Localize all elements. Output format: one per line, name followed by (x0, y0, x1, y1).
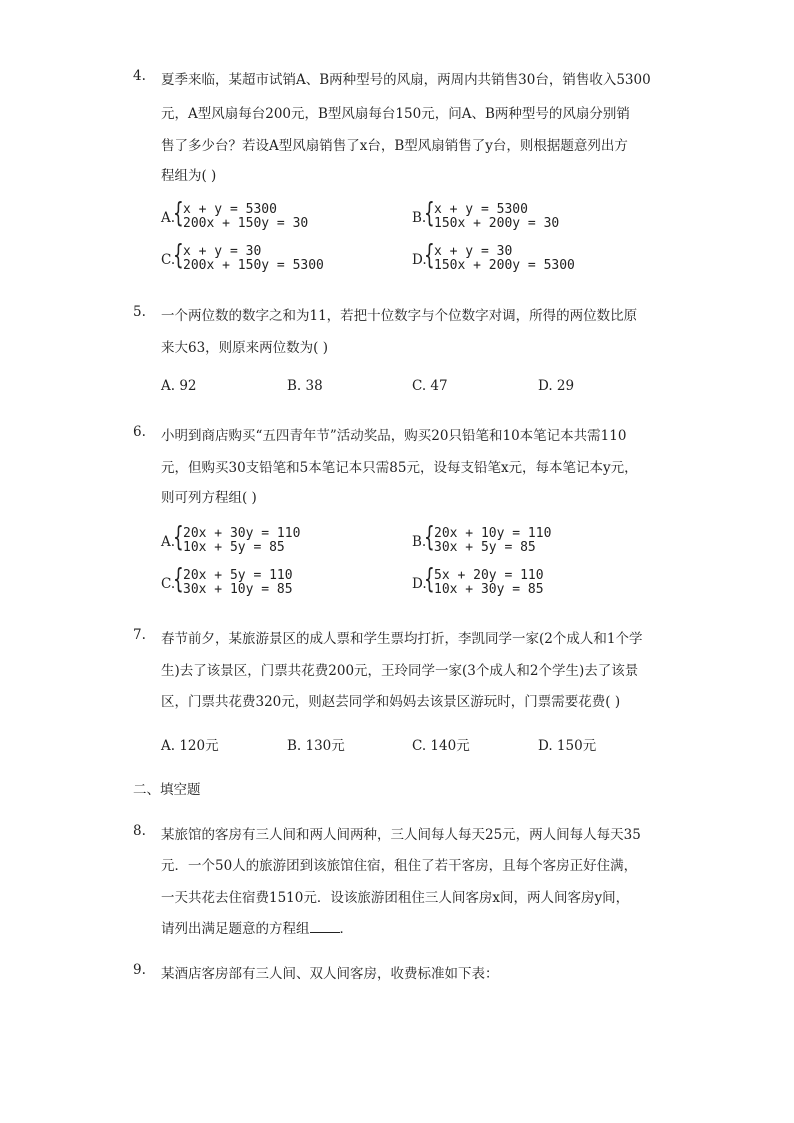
brace-icon: { (173, 562, 184, 595)
option-label: D. (412, 252, 427, 268)
option-label: C. (161, 252, 176, 268)
brace-icon: { (424, 196, 435, 229)
equation: 30x + 5y = 85 (434, 540, 536, 555)
equation: 200x + 150y = 30 (183, 216, 309, 231)
brace-icon: { (424, 562, 435, 595)
section-heading: 二、填空题 (133, 782, 201, 798)
question-number: 9. (133, 962, 146, 978)
question-text-line: 某旅馆的客房有三人间和两人间两种，三人间每人每天25元，两人间每人每天35 (161, 827, 641, 843)
question-text-end: ． (339, 921, 353, 937)
question-text-line: 一天共花去住宿费1510元．设该旅游团租住三人间客房x间，两人间客房y间， (161, 890, 630, 906)
option-label: A. (161, 534, 176, 550)
question-number: 6. (133, 424, 146, 440)
equation: 20x + 10y = 110 (434, 526, 552, 541)
option-a[interactable]: A. 120元 (161, 738, 219, 754)
equation: 200x + 150y = 5300 (183, 258, 324, 273)
question-text-line: 生)去了该景区，门票共花费200元，王玲同学一家(3个成人和2个学生)去了该景 (161, 663, 639, 679)
option-b[interactable]: B. 130元 (287, 738, 345, 754)
brace-icon: { (424, 520, 435, 553)
question-number: 8. (133, 823, 146, 839)
equation: 150x + 200y = 5300 (434, 258, 575, 273)
option-c[interactable]: C. 47 (412, 378, 448, 394)
equation: 10x + 5y = 85 (183, 540, 285, 555)
option-d[interactable]: D. 29 (538, 378, 575, 394)
equation: 150x + 200y = 30 (434, 216, 560, 231)
option-a[interactable]: A. 92 (161, 378, 197, 394)
option-c[interactable]: C. 140元 (412, 738, 470, 754)
answer-blank[interactable] (310, 918, 340, 933)
equation: 20x + 30y = 110 (183, 526, 301, 541)
brace-icon: { (173, 238, 184, 271)
equation: 30x + 10y = 85 (183, 582, 293, 597)
equation: 10x + 30y = 85 (434, 582, 544, 597)
option-label: A. (161, 210, 176, 226)
option-label: B. (412, 210, 427, 226)
question-text-line: 则可列方程组( ) (161, 490, 257, 506)
equation: x + y = 30 (434, 244, 513, 259)
option-d[interactable]: D. 150元 (538, 738, 597, 754)
question-text-line: 售了多少台？若设A型风扇销售了x台，B型风扇销售了y台，则根据题意列出方 (161, 138, 628, 154)
equation: x + y = 5300 (183, 202, 277, 217)
question-text-line: 一个两位数的数字之和为11，若把十位数字与个位数字对调，所得的两位数比原 (161, 308, 638, 324)
question-text-line: 春节前夕，某旅游景区的成人票和学生票均打折，李凯同学一家(2个成人和1个学 (161, 631, 643, 647)
question-text-line: 来大63，则原来两位数为( ) (161, 340, 329, 356)
option-label: D. (412, 576, 427, 592)
brace-icon: { (173, 520, 184, 553)
question-text: 请列出满足题意的方程组 (161, 921, 310, 937)
question-text-line-last (161, 917, 353, 937)
question-text-line: 元．一个50人的旅游团到该旅馆住宿，租住了若干客房，且每个客房正好住满， (161, 858, 638, 874)
question-text-line: 程组为( ) (161, 168, 217, 184)
option-label: B. (412, 534, 427, 550)
question-number: 7. (133, 627, 146, 643)
question-text-line: 元，A型风扇每台200元，B型风扇每台150元，问A、B两种型号的风扇分别销 (161, 106, 630, 122)
question-text-line: 夏季来临，某超市试销A、B两种型号的风扇，两周内共销售30台，销售收入5300 (161, 72, 651, 88)
equation: x + y = 5300 (434, 202, 528, 217)
equation: 20x + 5y = 110 (183, 568, 293, 583)
question-text-line: 小明到商店购买“五四青年节”活动奖品，购买20只铅笔和10本笔记本共需110 (161, 428, 627, 444)
equation: 5x + 20y = 110 (434, 568, 544, 583)
option-label: C. (161, 576, 176, 592)
question-text-line: 区，门票共花费320元，则赵芸同学和妈妈去该景区游玩时，门票需要花费( ) (161, 694, 621, 710)
option-b[interactable]: B. 38 (287, 378, 323, 394)
question-number: 5. (133, 304, 146, 320)
question-text-line: 某酒店客房部有三人间、双人间客房，收费标准如下表： (161, 966, 499, 982)
brace-icon: { (173, 196, 184, 229)
question-text-line: 元，但购买30支铅笔和5本笔记本只需85元，设每支铅笔x元，每本笔记本y元， (161, 460, 638, 476)
question-number: 4. (133, 68, 146, 84)
brace-icon: { (424, 238, 435, 271)
equation: x + y = 30 (183, 244, 262, 259)
